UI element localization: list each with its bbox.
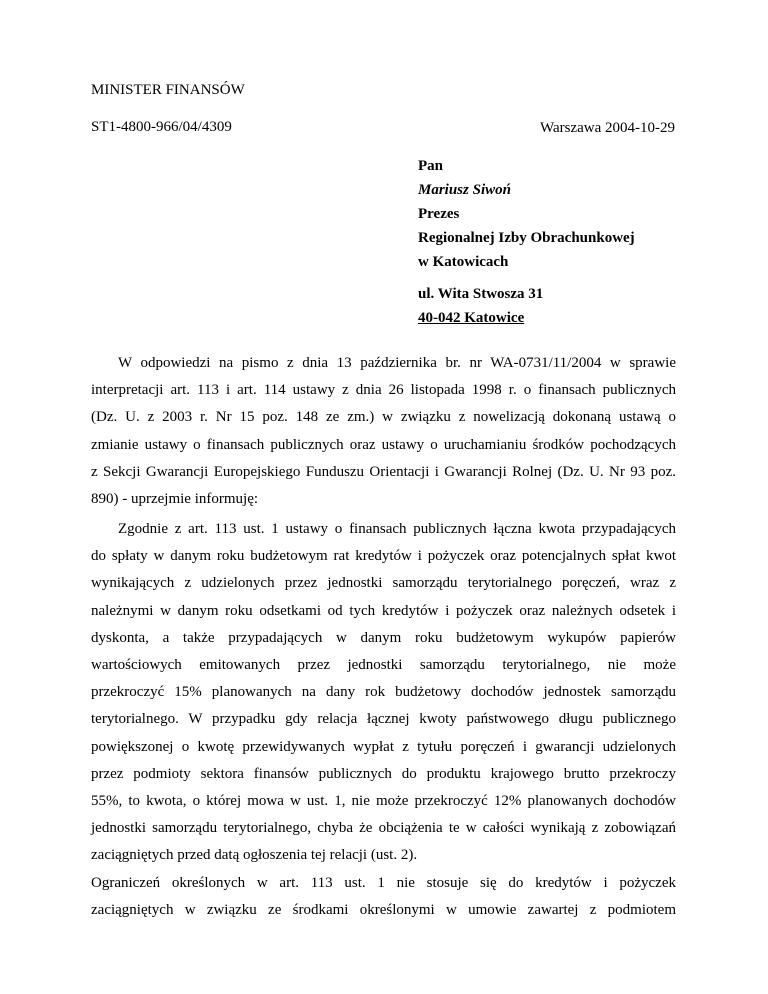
sender-name: MINISTER FINANSÓW bbox=[91, 82, 245, 98]
addressee-salutation: Pan bbox=[418, 158, 444, 174]
text-line: interpretacji art. 113 i art. 114 ustawy z dnia 26 listopada 1998 r. o finansach publicznych bbox=[91, 382, 676, 399]
text-line: do spłaty w danym roku budżetowym rat kredytów i pożyczek oraz potencjalnych spłat kwot bbox=[91, 548, 676, 565]
text-line: 55%, to kwota, o której mowa w ust. 1, nie może przekroczyć 12% planowanych dochodów bbox=[91, 793, 676, 810]
text-line: przez podmioty sektora finansów publicznych do produktu krajowego brutto przekroczy bbox=[91, 765, 676, 782]
paragraph-intro bbox=[91, 350, 676, 513]
paragraph-article-113 bbox=[91, 516, 676, 924]
text-line: wartościowych emitowanych przez jednostki samorządu terytorialnego, nie może bbox=[91, 657, 676, 674]
text-line: z Sekcji Gwarancji Europejskiego Funduszu Orientacji i Gwarancji Rolnej (Dz. U. Nr 93 poz. bbox=[91, 463, 676, 480]
text-line: W odpowiedzi na pismo z dnia 13 października br. nr WA-0731/11/2004 w sprawie bbox=[118, 355, 676, 371]
addressee-city: w Katowicach bbox=[418, 254, 509, 270]
text-line: zaciągniętych przed datą ogłoszenia tej relacji (ust. 2). bbox=[91, 847, 418, 864]
text-line: Ograniczeń określonych w art. 113 ust. 1 nie stosuje się do kredytów i pożyczek bbox=[91, 874, 676, 891]
addressee-institution: Regionalnej Izby Obrachunkowej bbox=[418, 230, 635, 246]
text-line: przekroczyć 15% planowanych na dany rok budżetowy dochodów jednostek samorządu bbox=[91, 684, 676, 701]
text-line: dyskonta, a także przypadających w danym roku budżetowym wykupów papierów bbox=[91, 629, 676, 646]
reference-number: ST1-4800-966/04/4309 bbox=[91, 119, 232, 135]
addressee-name: Mariusz Siwoń bbox=[418, 182, 511, 198]
text-line: zaciągniętych w związku ze środkami określonymi w umowie zawartej z podmiotem bbox=[91, 901, 676, 918]
place-date: Warszawa 2004-10-29 bbox=[540, 120, 675, 136]
text-line: jednostki samorządu terytorialnego, chyba że obciążenia te w całości wynikają z zobowiązań bbox=[91, 820, 676, 837]
addressee-title: Prezes bbox=[418, 206, 460, 222]
text-line: Zgodnie z art. 113 ust. 1 ustawy o finansach publicznych łączna kwota przypadających bbox=[118, 521, 676, 537]
text-line: wynikających z udzielonych przez jednostki samorządu terytorialnego poręczeń, wraz z bbox=[91, 575, 676, 592]
text-line: powiększonej o kwotę przewidywanych wypłat z tytułu poręczeń i gwarancji udzielonych bbox=[91, 738, 676, 755]
text-line: terytorialnego. W przypadku gdy relacja łącznej kwoty państwowego długu publicznego bbox=[91, 711, 676, 728]
text-line: 890) - uprzejmie informuję: bbox=[91, 491, 259, 508]
addressee-postal: 40-042 Katowice bbox=[418, 310, 525, 326]
text-line: (Dz. U. z 2003 r. Nr 15 poz. 148 ze zm.) w związku z nowelizacją dokonaną ustawą o bbox=[91, 409, 676, 426]
text-line: należnymi w danym roku odsetkami od tych kredytów i pożyczek oraz należnych odsetek i bbox=[91, 602, 676, 619]
addressee-street: ul. Wita Stwosza 31 bbox=[418, 286, 544, 302]
text-line: zmianie ustawy o finansach publicznych oraz ustawy o uruchamianiu środków pochodzących bbox=[91, 436, 676, 453]
